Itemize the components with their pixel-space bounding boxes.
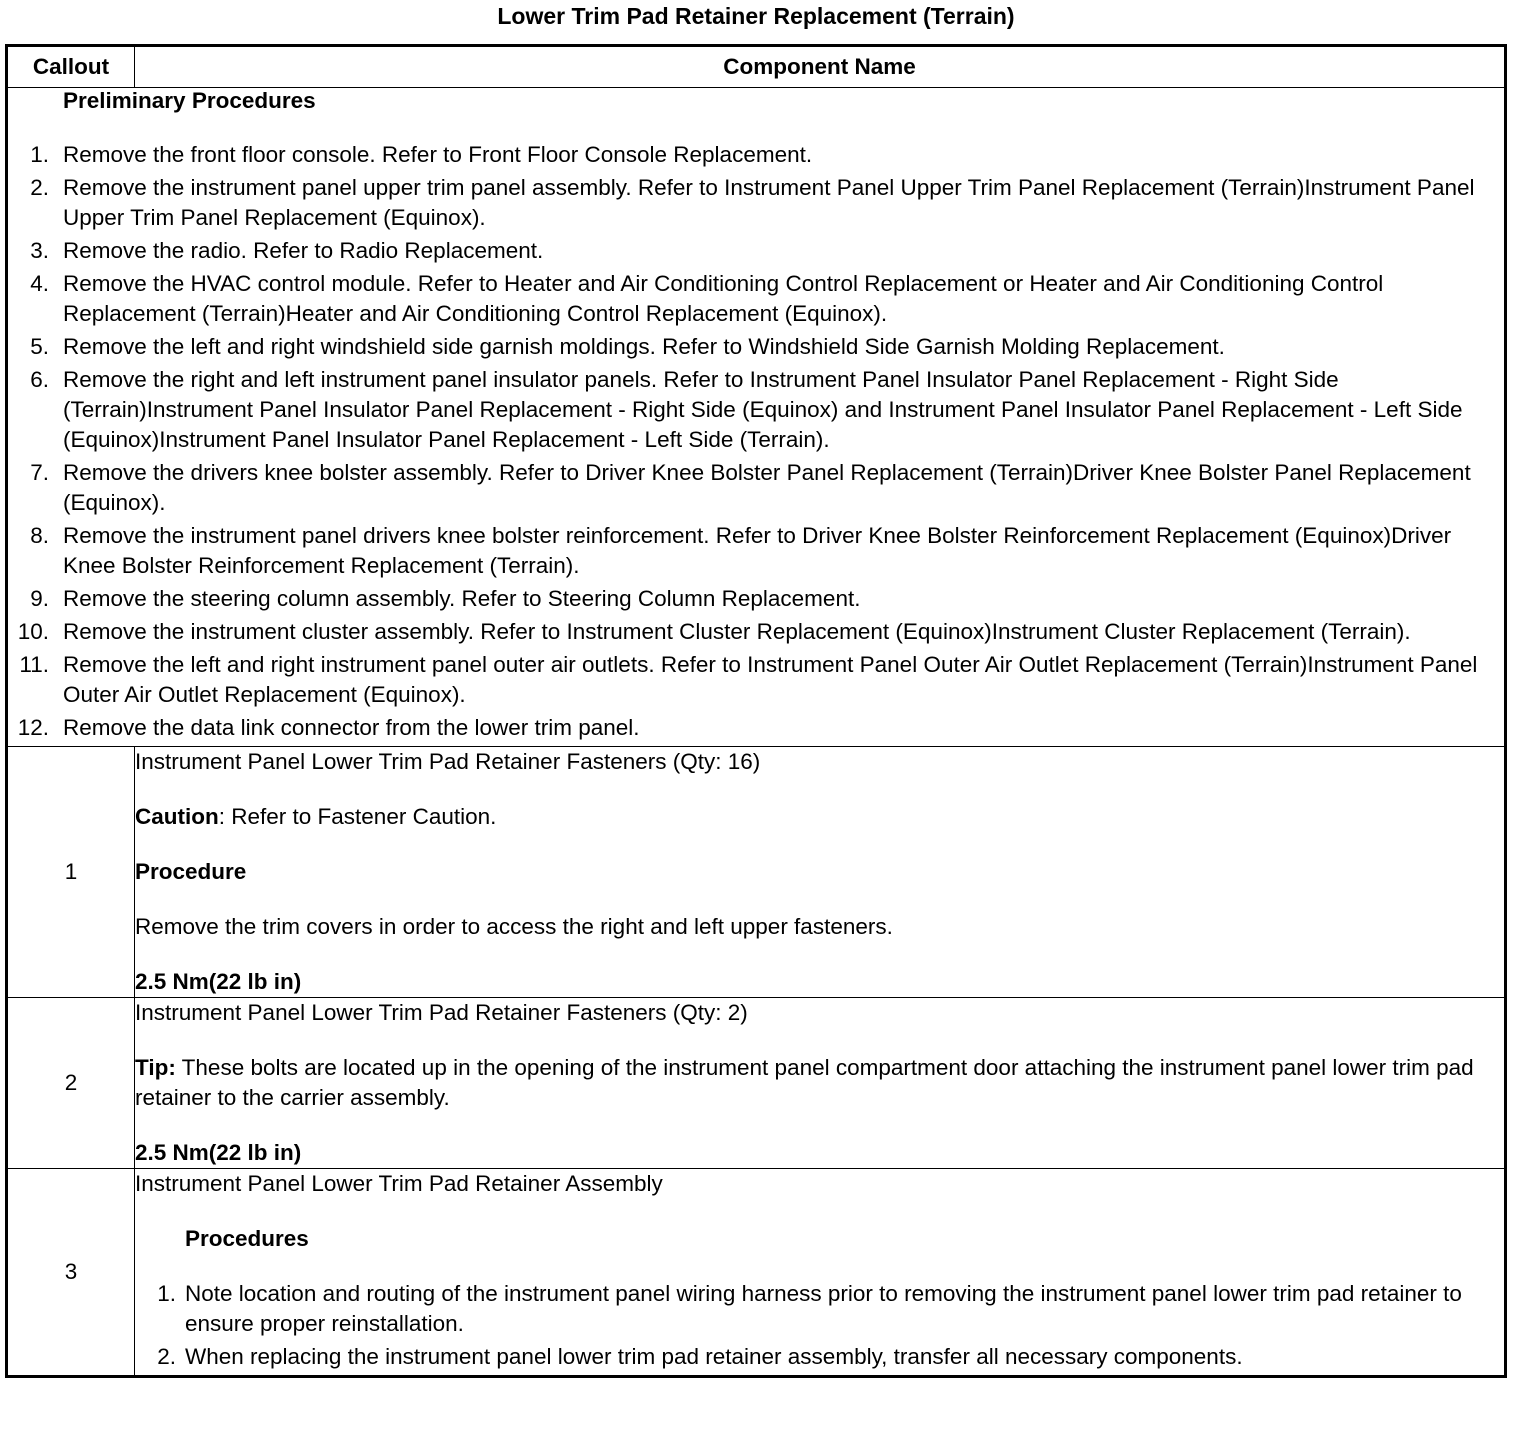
caution-note: Caution: Refer to Fastener Caution. bbox=[135, 804, 497, 829]
table-row bbox=[7, 747, 1506, 998]
table-row bbox=[7, 1169, 1506, 1377]
list-item: 3. Remove the radio. Refer to Radio Replacement. bbox=[30, 238, 544, 263]
preliminary-cell bbox=[7, 88, 1506, 747]
component-name: Instrument Panel Lower Trim Pad Retainer Fasteners (Qty: 16) bbox=[135, 749, 761, 774]
procedure-heading: Procedure bbox=[135, 859, 247, 884]
list-item: 2. Remove the instrument panel upper trim panel assembly. Refer to Instrument Panel Upper Trim Panel Replacement (Terrain)Instrument Panel Upper Trim Panel Replacement (Equinox). bbox=[30, 175, 1475, 230]
component-name-header: Component Name bbox=[135, 46, 1506, 88]
procedure-text: Remove the trim covers in order to access the right and left upper fasteners. bbox=[135, 914, 893, 939]
list-item: 11. Remove the left and right instrument panel outer air outlets. Refer to Instrument Panel Outer Air Outlet Replacement (Terrain)Instrument Panel Outer Air Outlet Replacement (Equinox). bbox=[19, 652, 1478, 707]
preliminary-heading: Preliminary Procedures bbox=[63, 88, 316, 113]
list-item: 2. When replacing the instrument panel lower trim pad retainer assembly, transfer all necessary components. bbox=[157, 1344, 1243, 1369]
list-item: 9. Remove the steering column assembly. Refer to Steering Column Replacement. bbox=[30, 586, 861, 611]
procedures-heading: Procedures bbox=[185, 1226, 309, 1251]
callout-number: 3 bbox=[7, 1169, 135, 1377]
tip-note: Tip: These bolts are located up in the opening of the instrument panel compartment door attaching the instrument panel lower trim pad retainer to the carrier assembly. bbox=[135, 1055, 1474, 1110]
torque-value: 2.5 Nm(22 lb in) bbox=[135, 1140, 302, 1165]
component-description bbox=[135, 1169, 1506, 1377]
preliminary-row bbox=[7, 88, 1506, 747]
procedures-block bbox=[135, 1224, 1504, 1372]
list-item: 10. Remove the instrument cluster assembly. Refer to Instrument Cluster Replacement (Equinox)Instrument Cluster Replacement (Terrain). bbox=[17, 619, 1411, 644]
list-item: 1. Note location and routing of the instrument panel wiring harness prior to removing the instrument panel lower trim pad retainer to ensure proper reinstallation. bbox=[157, 1281, 1462, 1336]
callout-header: Callout bbox=[7, 46, 135, 88]
table-header-row bbox=[7, 46, 1506, 88]
callout-number: 2 bbox=[7, 998, 135, 1169]
torque-value: 2.5 Nm(22 lb in) bbox=[135, 969, 302, 994]
preliminary-steps bbox=[8, 140, 1504, 743]
callout-number: 1 bbox=[7, 747, 135, 998]
table-row bbox=[7, 998, 1506, 1169]
list-item: 5. Remove the left and right windshield side garnish moldings. Refer to Windshield Side Garnish Molding Replacement. bbox=[30, 334, 1225, 359]
list-item: 1. Remove the front floor console. Refer to Front Floor Console Replacement. bbox=[30, 142, 813, 167]
list-item: 4. Remove the HVAC control module. Refer to Heater and Air Conditioning Control Replacement or Heater and Air Conditioning Control Replacement (Terrain)Heater and Air Conditioning Control Replacement (Equinox). bbox=[30, 271, 1384, 326]
page-title: Lower Trim Pad Retainer Replacement (Terrain) bbox=[497, 3, 1015, 29]
list-item: 8. Remove the instrument panel drivers knee bolster reinforcement. Refer to Driver Knee Bolster Reinforcement Replacement (Equinox)Driver Knee Bolster Reinforcement Replacement (Terrain). bbox=[30, 523, 1452, 578]
component-description bbox=[135, 998, 1506, 1169]
list-item: 7. Remove the drivers knee bolster assembly. Refer to Driver Knee Bolster Panel Replacement (Terrain)Driver Knee Bolster Panel Replacement (Equinox). bbox=[30, 460, 1471, 515]
procedures-steps bbox=[157, 1279, 1504, 1372]
list-item: 6. Remove the right and left instrument panel insulator panels. Refer to Instrument Panel Insulator Panel Replacement - Right Side (Terrain)Instrument Panel Insulator Panel Replacement - Right Side (Equinox) and Instrument Panel Insulator Panel Replacement - Left Side (Equinox)Instrument Panel Insulator Panel Replacement - Left Side (Terrain). bbox=[30, 367, 1463, 452]
component-name: Instrument Panel Lower Trim Pad Retainer Fasteners (Qty: 2) bbox=[135, 1000, 748, 1025]
component-table bbox=[5, 44, 1507, 1378]
list-item: 12. Remove the data link connector from the lower trim panel. bbox=[17, 715, 640, 740]
component-description bbox=[135, 747, 1506, 998]
component-name: Instrument Panel Lower Trim Pad Retainer Assembly bbox=[135, 1171, 663, 1196]
